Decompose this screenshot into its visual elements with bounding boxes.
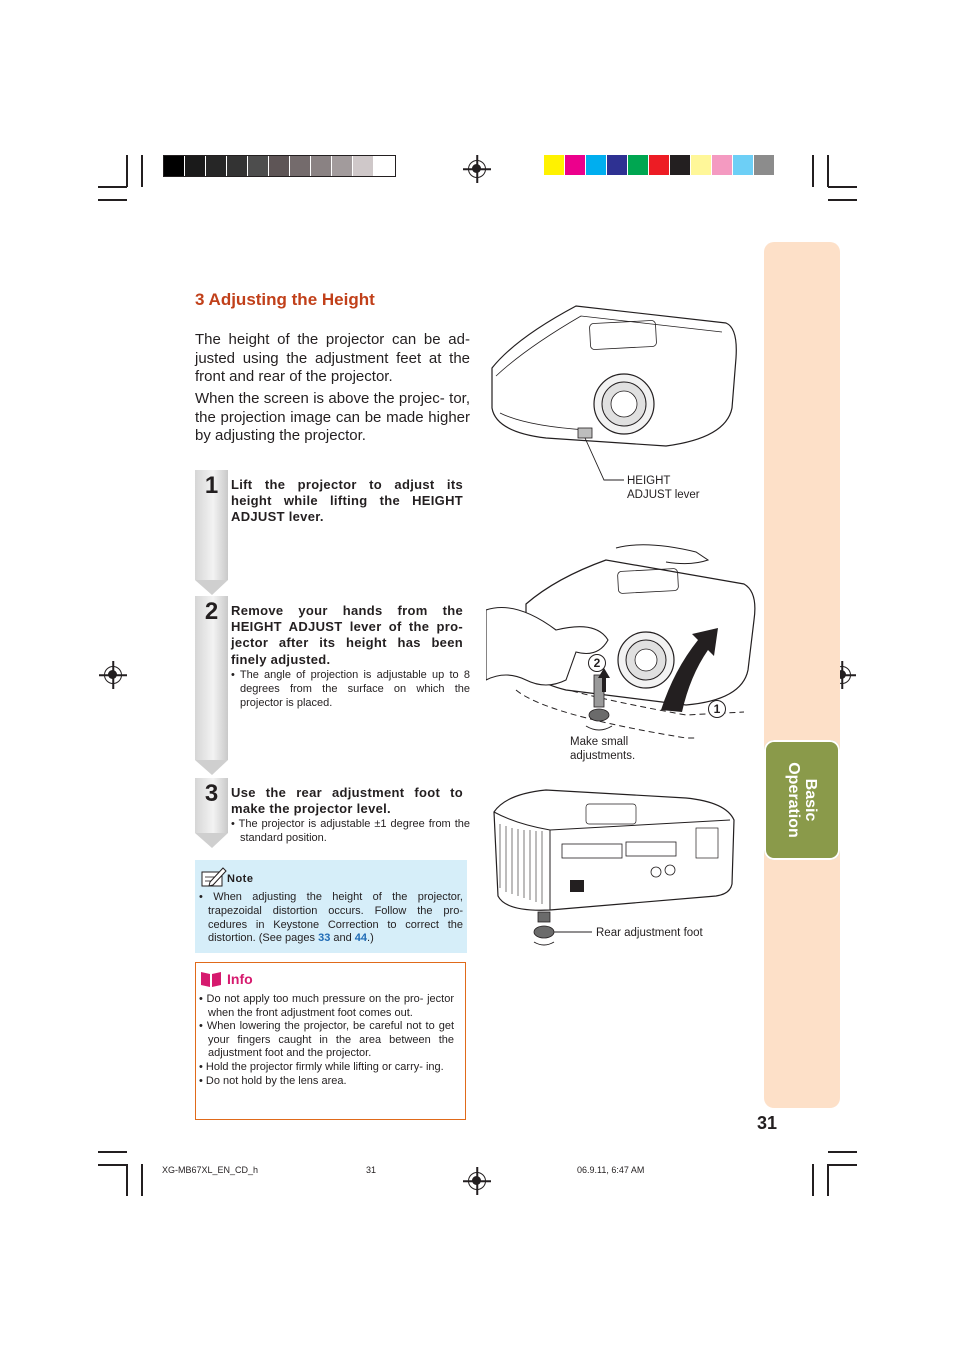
color-swatch: [691, 155, 712, 175]
intro-paragraph-1: The height of the projector can be ad- justed using the adjustment feet at the front and rear of the projector.: [195, 331, 470, 385]
step-2-number: 2: [204, 598, 219, 625]
grey-calibration-bar: [163, 155, 396, 177]
make-small-adjustments-caption: Make small adjustments.: [570, 736, 636, 762]
height-adjust-caption: HEIGHT ADJUST lever: [627, 475, 700, 501]
intro-paragraph-2: When the screen is above the projec- tor, the projection image can be made higher by adjusting the projector.: [195, 390, 470, 444]
registration-crosshair-icon: [468, 160, 486, 178]
step-2-text: Remove your hands from the HEIGHT ADJUST lever of the pro- jector after its height has been finely adjusted.: [231, 603, 463, 667]
list-item: • When lowering the projector, be careful not to get your fingers caught in the area between the adjustment foot and the projector.: [199, 1020, 454, 1060]
info-list: [199, 993, 454, 1088]
grey-swatch: [206, 156, 227, 176]
color-swatch: [733, 155, 754, 175]
grey-swatch: [227, 156, 248, 176]
crop-mark-top-right-v2: [812, 155, 814, 187]
rear-adjustment-foot-caption: Rear adjustment foot: [596, 927, 703, 939]
section-title: 3 Adjusting the Height: [195, 290, 375, 309]
color-swatch: [628, 155, 649, 175]
note-text: • When adjusting the height of the projector, trapezoidal distortion occurs. Follow the pro- cedures in Keystone Correction to correct the distortion. (See pages 33 and 44.): [199, 891, 463, 945]
crop-mark-bottom-left-h2: [98, 1164, 127, 1166]
color-swatch: [754, 155, 775, 175]
crop-mark-top-left-h: [98, 186, 127, 188]
book-info-icon: [200, 970, 222, 988]
projector-front-illustration: [486, 298, 742, 488]
list-item: • Do not apply too much pressure on the pro- jector when the front adjustment foot comes out.: [199, 993, 454, 1019]
callout-1-badge: 1: [708, 700, 726, 718]
grey-swatch: [248, 156, 269, 176]
registration-crosshair-icon: [104, 666, 122, 684]
crop-mark-top-right-v: [827, 155, 829, 187]
crop-mark-bottom-left-v2: [141, 1164, 143, 1196]
list-item: • Do not hold by the lens area.: [199, 1074, 347, 1087]
crop-mark-bottom-right-h: [828, 1151, 857, 1153]
crop-mark-top-right-h: [828, 186, 857, 188]
step-3-bullet: • The projector is adjustable ±1 degree from the standard position.: [231, 818, 470, 844]
grey-swatch: [185, 156, 206, 176]
step-3-number: 3: [204, 780, 219, 807]
grey-swatch: [374, 156, 395, 176]
footer-file: XG-MB67XL_EN_CD_h: [162, 1165, 259, 1175]
grey-swatch: [353, 156, 374, 176]
crop-mark-top-left-h2: [98, 199, 127, 201]
step-1-arrow: [195, 580, 228, 595]
step-2-arrow: [195, 760, 228, 775]
color-swatch: [670, 155, 691, 175]
crop-mark-bottom-left-h: [98, 1151, 127, 1153]
step-1-text: Lift the projector to adjust its height while lifting the HEIGHT ADJUST lever.: [231, 477, 463, 525]
color-swatch: [649, 155, 670, 175]
crop-mark-bottom-left-v: [126, 1164, 128, 1196]
list-item: • Hold the projector firmly while lifting or carry- ing.: [199, 1060, 444, 1073]
color-swatch: [544, 155, 565, 175]
grey-swatch: [311, 156, 332, 176]
crop-mark-bottom-right-v2: [812, 1164, 814, 1196]
callout-2-badge: 2: [588, 654, 606, 672]
grey-swatch: [332, 156, 353, 176]
crop-mark-top-right-h2: [828, 199, 857, 201]
grey-swatch: [269, 156, 290, 176]
page-33-link[interactable]: 33: [318, 932, 331, 945]
info-label: Info: [227, 971, 253, 987]
crop-mark-bottom-right-h2: [828, 1164, 857, 1166]
color-swatch: [712, 155, 733, 175]
crop-mark-top-left-v: [126, 155, 128, 187]
color-calibration-bar: [544, 155, 775, 175]
side-panel: [764, 242, 840, 1108]
grey-swatch: [164, 156, 185, 176]
crop-mark-bottom-right-v: [827, 1164, 829, 1196]
note-label: Note: [227, 873, 254, 885]
step-3-arrow: [195, 833, 228, 848]
page-44-link[interactable]: 44: [354, 932, 368, 945]
step-2-bullet: • The angle of projection is adjustable up to 8 degrees from the surface on which the projector is placed.: [231, 669, 470, 709]
pencil-note-icon: [201, 866, 227, 888]
registration-crosshair-icon: [468, 1172, 486, 1190]
step-1-number: 1: [204, 472, 219, 499]
grey-swatch: [290, 156, 311, 176]
color-swatch: [586, 155, 607, 175]
footer-page: 31: [366, 1165, 377, 1175]
crop-mark-top-left-v2: [141, 155, 143, 187]
step-3-text: Use the rear adjustment foot to make the projector level.: [231, 785, 463, 817]
color-swatch: [565, 155, 586, 175]
color-swatch: [607, 155, 628, 175]
page-number: 31: [757, 1113, 778, 1133]
side-tab-label: Basic Operation: [785, 762, 819, 838]
footer-timestamp: 06.9.11, 6:47 AM: [577, 1165, 645, 1175]
